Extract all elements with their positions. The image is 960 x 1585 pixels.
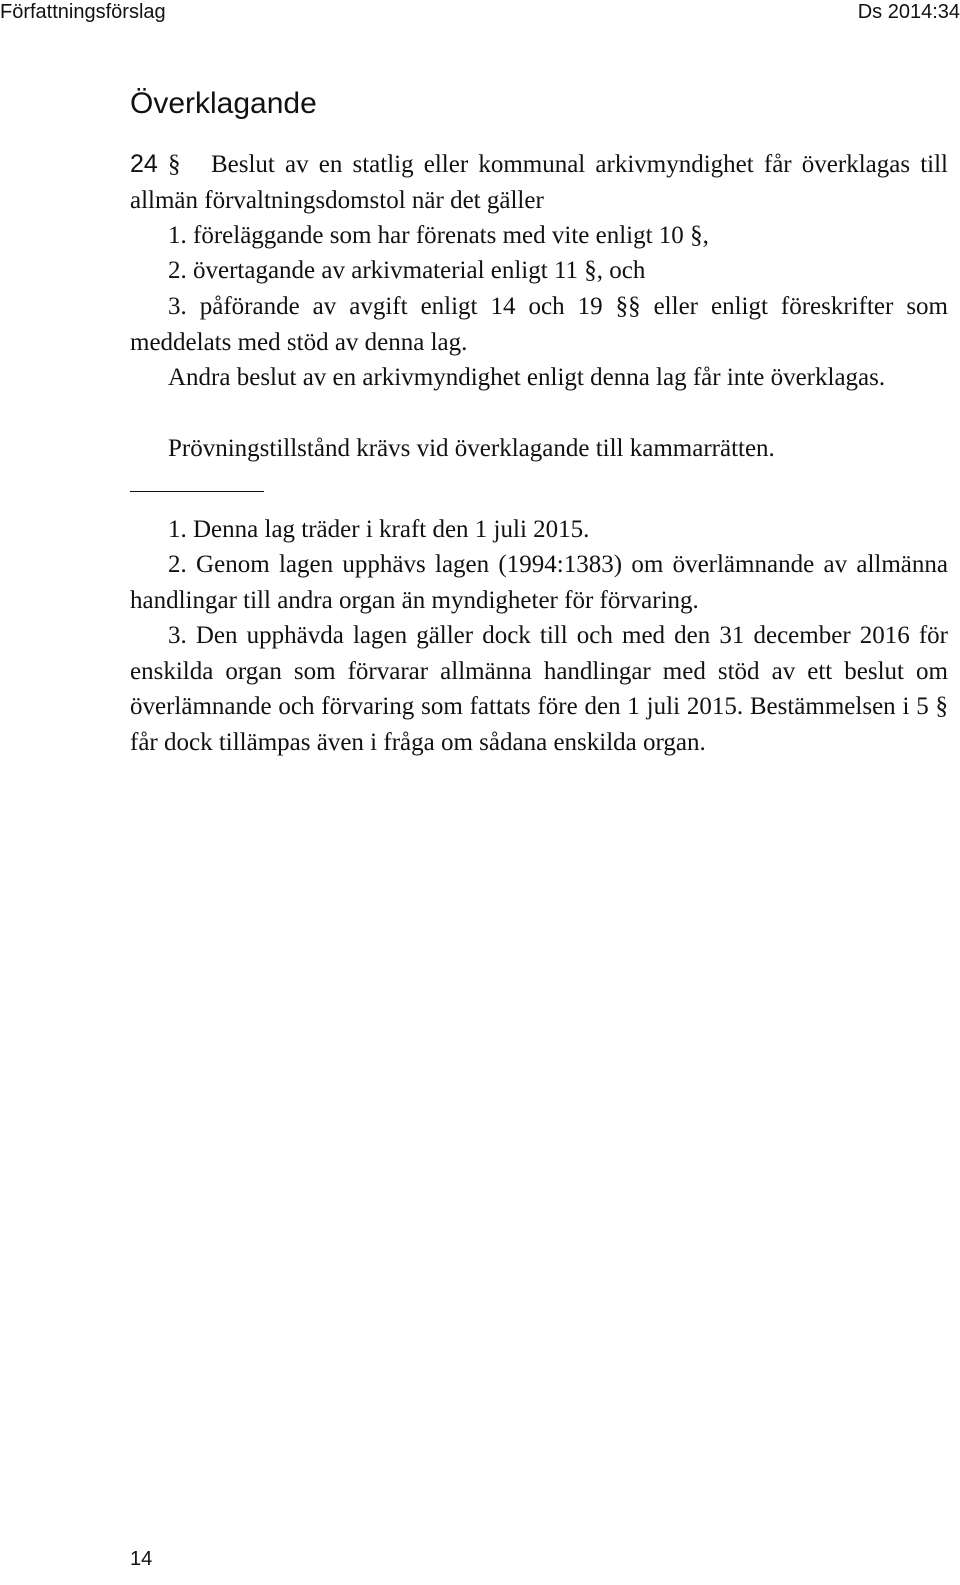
- list-item-suffix: , och: [596, 257, 646, 284]
- transitional-number: 1.: [168, 516, 187, 543]
- running-header-right: Ds 2014:34: [857, 1, 960, 23]
- section-number: 24: [130, 150, 158, 178]
- section-symbol: §: [690, 222, 703, 249]
- transitional-text: Den upphävda lagen gäller dock till och med den 31 december 2016 för enskilda organ som förvarar allmänna handlingar med stöd av ett beslut om överlämnande och förvaring som fattats före den 1 juli 2015. Bestämmelsen i 5: [130, 622, 949, 720]
- list-item-number: 3.: [168, 293, 187, 320]
- running-header-left: Författningsförslag: [0, 1, 166, 23]
- transitional-item-2: [130, 547, 948, 618]
- transitional-text: Denna lag träder i kraft den 1 juli 2015.: [193, 516, 590, 543]
- section-symbol: §: [584, 257, 597, 284]
- transitional-text-end: får dock tillämpas även i fråga om sådana enskilda organ.: [130, 728, 706, 756]
- list-item-text: föreläggande som har förenats med vite enligt 10: [193, 222, 684, 249]
- list-item-suffix: ,: [702, 222, 709, 249]
- list-item-2: [130, 253, 960, 289]
- list-item-text: påförande av avgift enligt 14 och 19: [199, 293, 603, 320]
- section-24-intro: [130, 147, 948, 218]
- page-number: 14: [130, 1548, 153, 1570]
- list-item-text: övertagande av arkivmaterial enligt 11: [193, 257, 579, 284]
- transitional-text: Genom lagen upphävs lagen (1994:1383) om överlämnande av allmänna handlingar till andra organ än myndigheter för förvaring.: [130, 551, 948, 614]
- paragraph-other-decisions: Andra beslut av en arkivmyndighet enligt denna lag får inte överklagas.: [168, 364, 886, 391]
- list-item-suffix: eller enligt föreskrifter som meddelats med stöd av denna lag.: [130, 293, 949, 356]
- section-heading: Överklagande: [130, 87, 317, 120]
- list-item-number: 1.: [168, 222, 187, 249]
- transitional-item-1: [130, 512, 948, 548]
- transitional-number: 2.: [168, 551, 187, 578]
- list-item-1: [130, 218, 960, 254]
- transitional-item-3: [130, 618, 948, 760]
- transitional-number: 3.: [168, 622, 187, 649]
- list-item-number: 2.: [168, 257, 187, 284]
- section-symbol: §: [167, 151, 181, 178]
- section-intro-text: Beslut av en statlig eller kommunal arkivmyndighet får överklagas till allmän förvaltningsdomstol när det gäller: [130, 151, 948, 214]
- transitional-divider: [130, 491, 264, 492]
- paragraph-leave-to-appeal: Prövningstillstånd krävs vid överklagande till kammarrätten.: [168, 435, 775, 462]
- list-item-3: [130, 289, 948, 360]
- section-symbol: §§: [615, 293, 641, 320]
- section-symbol: §: [935, 693, 948, 720]
